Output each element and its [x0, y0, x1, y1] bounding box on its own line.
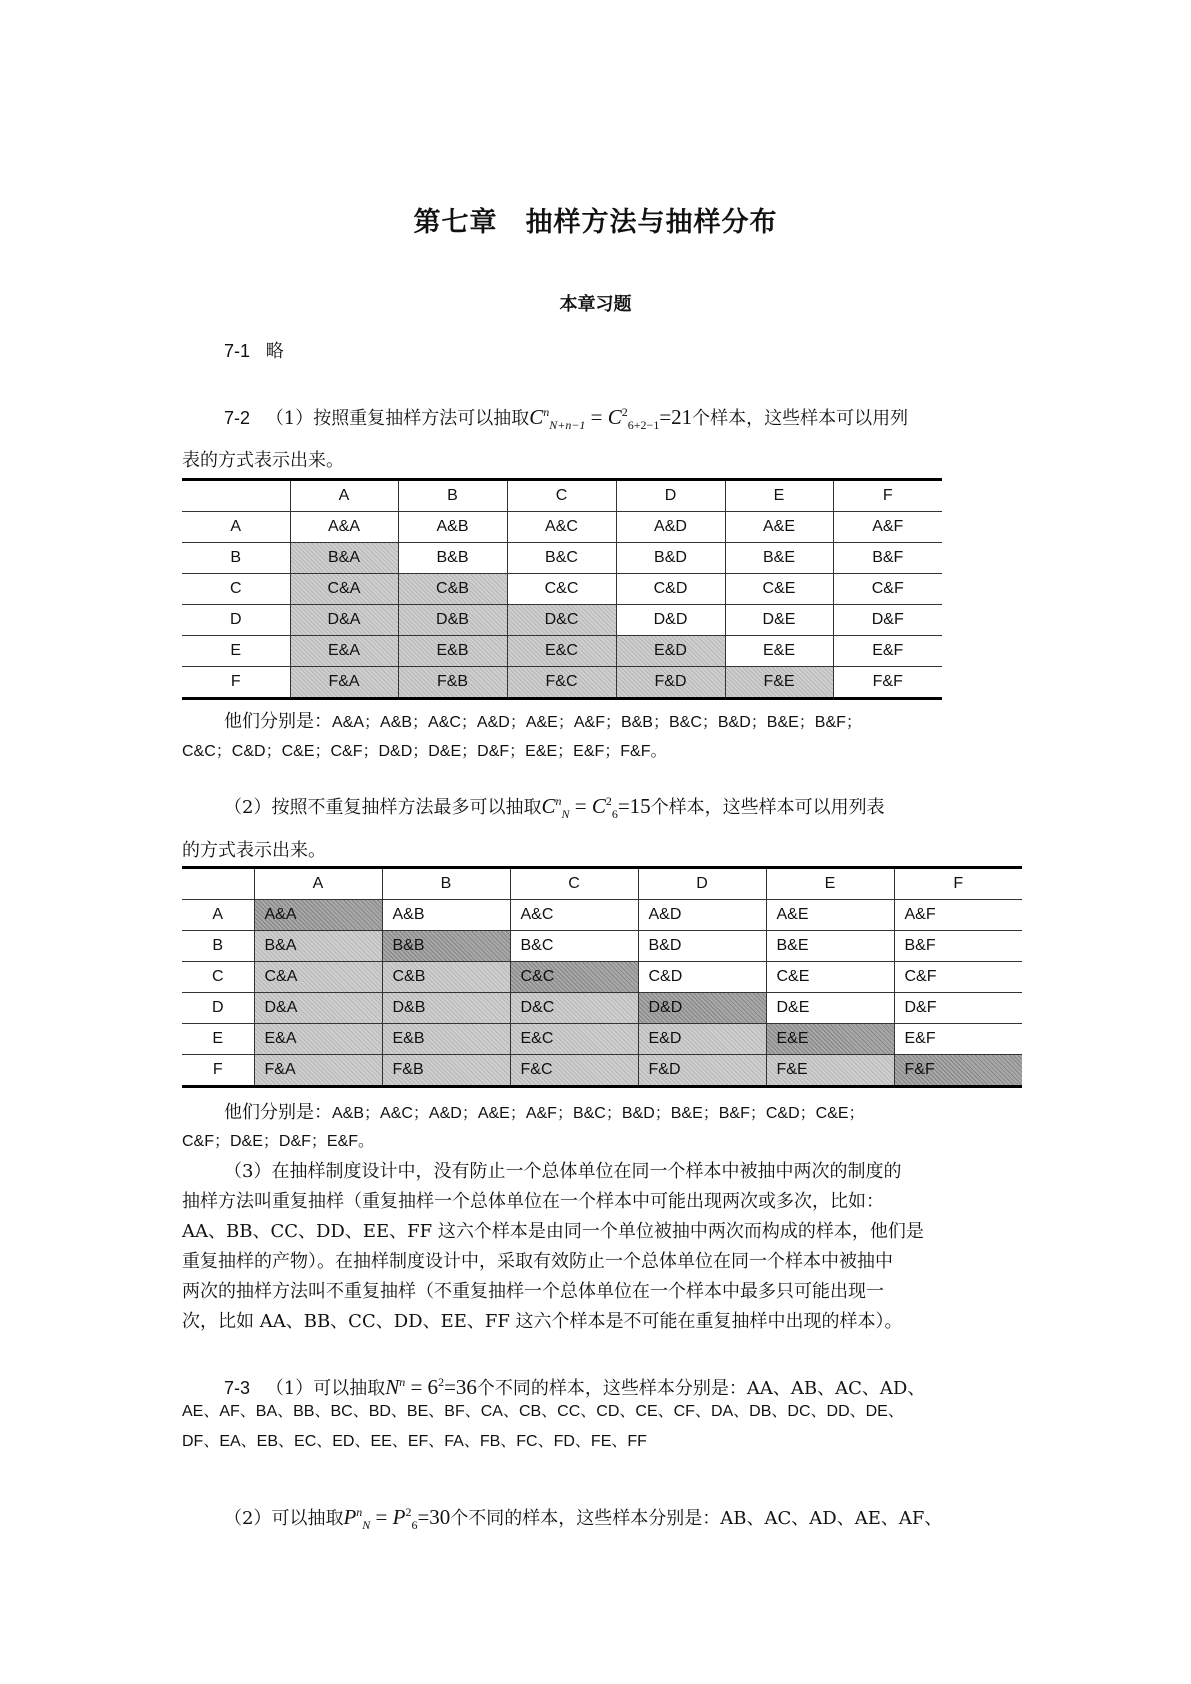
text: A&A；A&B；A&C；A&D；A&E；A&F；B&B；B&C；B&D；B&E；B&F；: [332, 714, 862, 731]
text: 的方式表示出来。: [182, 840, 326, 861]
table-cell-shaded: C&A: [254, 962, 382, 993]
table-cell: D&E: [766, 993, 894, 1024]
table-cell-shaded: D&A: [290, 605, 398, 636]
header-cell: [182, 868, 254, 900]
table-cell-shaded: F&E: [766, 1055, 894, 1087]
table-cell: D&E: [725, 605, 833, 636]
table-row: [182, 931, 1022, 962]
table-cell: C&E: [766, 962, 894, 993]
header-cell: F: [894, 868, 1022, 900]
table-cell-shaded: C&A: [290, 574, 398, 605]
table-cell: A&F: [833, 512, 942, 543]
text: 个样本，这些样本可以用列表: [650, 797, 885, 818]
table-cell-shaded: D&B: [398, 605, 507, 636]
exercise-number: 7-3: [224, 1378, 251, 1398]
list-1-line2: C&C；C&D；C&E；C&F；D&D；D&E；D&F；E&E；E&F；F&F。: [182, 743, 667, 760]
text: 他们分别是：: [224, 1102, 332, 1123]
table-row: [182, 962, 1022, 993]
paragraph-line: AA、BB、CC、DD、EE、FF 这六个样本是由同一个单位被抽中两次而构成的样本，他们是: [182, 1221, 924, 1242]
table-cell: B&E: [725, 543, 833, 574]
exercise-7-1: [224, 336, 284, 367]
formula-permutation: $P^n_N = P^2_6$: [343, 1505, 418, 1533]
table-cell: A&C: [510, 900, 638, 931]
table-cell-shaded: D&B: [382, 993, 510, 1024]
table-row: [182, 543, 942, 574]
table-cell-shaded: E&A: [290, 636, 398, 667]
list-2-line2: C&F；D&E；D&F；E&F。: [182, 1133, 375, 1150]
table-cell-shaded: E&B: [382, 1024, 510, 1055]
header-cell: D: [638, 868, 766, 900]
table-cell-shaded: F&A: [290, 667, 398, 699]
row-label: E: [182, 1024, 254, 1055]
table-row: [182, 1055, 1022, 1087]
exercise-number: 7-1: [224, 341, 251, 361]
formula-result: =36: [444, 1375, 477, 1399]
row-label: D: [182, 993, 254, 1024]
table-cell: A&A: [290, 512, 398, 543]
exercise-7-2-part2: [224, 786, 885, 829]
text: 他们分别是：: [224, 711, 332, 732]
header-cell: [182, 480, 290, 512]
table-cell-shaded: F&C: [507, 667, 616, 699]
table-cell: C&F: [833, 574, 942, 605]
table-cell: B&F: [833, 543, 942, 574]
table-cell-shaded: F&D: [616, 667, 725, 699]
exercise-answer: 略: [265, 341, 284, 362]
table-cell-diagonal: B&B: [382, 931, 510, 962]
table-cell-shaded: E&B: [398, 636, 507, 667]
table-cell: B&B: [398, 543, 507, 574]
table-cell: F&F: [833, 667, 942, 699]
table-cell: E&F: [894, 1024, 1022, 1055]
table-cell: B&D: [638, 931, 766, 962]
paragraph-line: AE、AF、BA、BB、BC、BD、BE、BF、CA、CB、CC、CD、CE、CF、DA、DB、DC、DD、DE、: [182, 1403, 904, 1420]
table-cell: A&B: [398, 512, 507, 543]
section-subtitle: 本章习题: [559, 294, 632, 315]
text: （2）按照不重复抽样方法最多可以抽取: [224, 797, 542, 818]
table-cell-shaded: F&B: [398, 667, 507, 699]
text: （2）可以抽取: [224, 1508, 344, 1529]
table-cell: B&E: [766, 931, 894, 962]
table-cell-diagonal: C&C: [510, 962, 638, 993]
table-header-row: [182, 480, 942, 512]
row-label: D: [182, 605, 290, 636]
table-cell-shaded: F&A: [254, 1055, 382, 1087]
formula-power: $N^n = 6^2$: [385, 1375, 445, 1399]
text: （1）可以抽取: [265, 1378, 386, 1399]
table-header-row: [182, 868, 1022, 900]
formula-combination: $C^n_N = C^2_6$: [541, 794, 618, 822]
table-cell: B&F: [894, 931, 1022, 962]
table-cell-shaded: C&B: [398, 574, 507, 605]
table-cell-shaded: E&C: [510, 1024, 638, 1055]
text: 个样本，这些样本可以用列: [692, 408, 909, 429]
table-cell: C&E: [725, 574, 833, 605]
table-cell-shaded: E&C: [507, 636, 616, 667]
text: 个不同的样本，这些样本分别是：AB、AC、AD、AE、AF、: [450, 1508, 943, 1529]
row-label: F: [182, 667, 290, 699]
table-row: [182, 636, 942, 667]
table-cell-diagonal: D&D: [638, 993, 766, 1024]
table-cell: D&F: [894, 993, 1022, 1024]
row-label: A: [182, 512, 290, 543]
header-cell: B: [398, 480, 507, 512]
header-cell: A: [254, 868, 382, 900]
table-cell: E&F: [833, 636, 942, 667]
list-1-line1: [224, 707, 862, 738]
table-cell-shaded: E&A: [254, 1024, 382, 1055]
table-cell-shaded: B&A: [290, 543, 398, 574]
table-cell: D&F: [833, 605, 942, 636]
formula-result: =15: [617, 794, 651, 818]
table-cell: E&E: [725, 636, 833, 667]
row-label: C: [182, 962, 254, 993]
table-cell-diagonal: E&E: [766, 1024, 894, 1055]
table-row: [182, 900, 1022, 931]
header-cell: A: [290, 480, 398, 512]
table-non-repeat-sampling: [182, 866, 1022, 1088]
paragraph-line: 重复抽样的产物）。在抽样制度设计中，采取有效防止一个总体单位在同一个样本中被抽中: [182, 1251, 893, 1272]
table-row: [182, 512, 942, 543]
paragraph-line: （3）在抽样制度设计中，没有防止一个总体单位在同一个样本中被抽中两次的制度的: [224, 1161, 902, 1182]
row-label: B: [182, 931, 254, 962]
table-cell: D&D: [616, 605, 725, 636]
text: （1）按照重复抽样方法可以抽取: [265, 408, 530, 429]
text: 个不同的样本，这些样本分别是：AA、AB、AC、AD、: [476, 1378, 926, 1399]
table-row: [182, 1024, 1022, 1055]
header-cell: C: [507, 480, 616, 512]
header-cell: F: [833, 480, 942, 512]
table-cell-shaded: E&D: [638, 1024, 766, 1055]
exercise-7-3-part2: [224, 1497, 942, 1540]
table-cell-shaded: F&C: [510, 1055, 638, 1087]
table-cell: C&C: [507, 574, 616, 605]
table-cell-diagonal: F&F: [894, 1055, 1022, 1087]
table-cell-shaded: C&B: [382, 962, 510, 993]
header-cell: E: [725, 480, 833, 512]
paragraph-line: 次，比如 AA、BB、CC、DD、EE、FF 这六个样本是不可能在重复抽样中出现的样本）。: [182, 1311, 903, 1332]
table-row: [182, 574, 942, 605]
table-cell: B&C: [507, 543, 616, 574]
table-cell: C&F: [894, 962, 1022, 993]
paragraph-line: 两次的抽样方法叫不重复抽样（不重复抽样一个总体单位在一个样本中最多只可能出现一: [182, 1281, 884, 1302]
table-cell: A&C: [507, 512, 616, 543]
table-cell-shaded: D&C: [507, 605, 616, 636]
text: A&B；A&C；A&D；A&E；A&F；B&C；B&D；B&E；B&F；C&D；C&E；: [332, 1105, 865, 1122]
table-cell-shaded: E&D: [616, 636, 725, 667]
table-cell-shaded: D&C: [510, 993, 638, 1024]
text: 表的方式表示出来。: [182, 450, 344, 471]
table-cell-shaded: B&A: [254, 931, 382, 962]
table-repeat-sampling: [182, 478, 942, 700]
table-cell: A&D: [616, 512, 725, 543]
table-row: [182, 667, 942, 699]
table-cell: A&E: [766, 900, 894, 931]
table-cell-shaded: F&D: [638, 1055, 766, 1087]
exercise-number: 7-2: [224, 408, 251, 428]
table-cell-shaded: D&A: [254, 993, 382, 1024]
table-row: [182, 993, 1022, 1024]
row-label: C: [182, 574, 290, 605]
table-cell: B&D: [616, 543, 725, 574]
paragraph-line: DF、EA、EB、EC、ED、EE、EF、FA、FB、FC、FD、FE、FF: [182, 1433, 647, 1450]
row-label: A: [182, 900, 254, 931]
formula-result: =30: [417, 1505, 451, 1529]
chapter-title: 第七章 抽样方法与抽样分布: [413, 207, 778, 238]
row-label: B: [182, 543, 290, 574]
list-2-line1: [224, 1098, 865, 1129]
table-cell: A&B: [382, 900, 510, 931]
header-cell: E: [766, 868, 894, 900]
table-cell-shaded: F&B: [382, 1055, 510, 1087]
table-cell-diagonal: A&A: [254, 900, 382, 931]
row-label: F: [182, 1055, 254, 1087]
table-cell: A&D: [638, 900, 766, 931]
table-cell: A&E: [725, 512, 833, 543]
formula-result: =21: [659, 405, 693, 429]
paragraph-line: 抽样方法叫重复抽样（重复抽样一个总体单位在一个样本中可能出现两次或多次，比如：: [182, 1191, 884, 1212]
header-cell: D: [616, 480, 725, 512]
table-cell: B&C: [510, 931, 638, 962]
table-cell: A&F: [894, 900, 1022, 931]
header-cell: B: [382, 868, 510, 900]
row-label: E: [182, 636, 290, 667]
exercise-7-2-part1: [224, 397, 908, 440]
table-cell-shaded: F&E: [725, 667, 833, 699]
table-cell: C&D: [638, 962, 766, 993]
formula-combination-repeat: $C^n_{N+n-1} = C^2_{6+2-1}$: [529, 405, 660, 433]
table-row: [182, 605, 942, 636]
table-cell: C&D: [616, 574, 725, 605]
header-cell: C: [510, 868, 638, 900]
